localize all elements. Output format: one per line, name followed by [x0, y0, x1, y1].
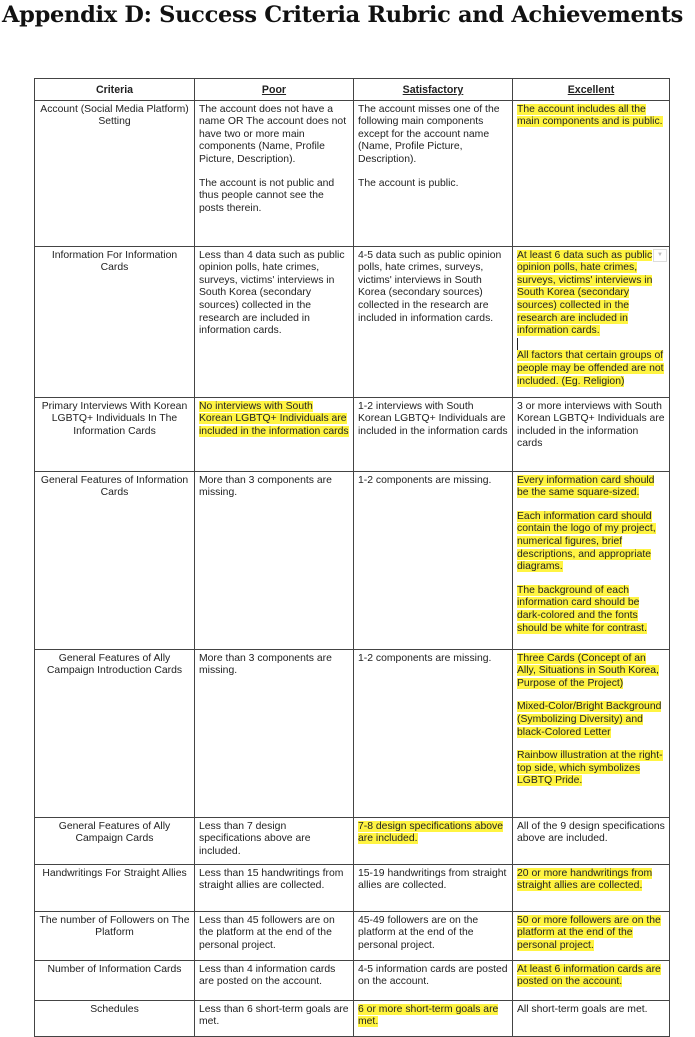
criteria-cell [35, 246, 195, 397]
satisfactory-cell [354, 864, 513, 911]
poor-cell [195, 100, 354, 246]
table-row [35, 471, 670, 649]
criteria-label: Handwritings For Straight Allies [42, 867, 187, 879]
criterion-text: Less than 4 information cards are posted on the account. [199, 963, 336, 988]
satisfactory-description [358, 475, 508, 488]
criterion-text: 1-2 interviews with South Korean LGBTQ+ Individuals are included in the information cards [358, 400, 508, 437]
table-row [35, 817, 670, 864]
table-row [35, 397, 670, 471]
header-excellent [513, 79, 670, 101]
excellent-cell [513, 911, 670, 960]
excellent-cell [513, 471, 670, 649]
criteria-cell [35, 960, 195, 1000]
criterion-text: Less than 15 handwritings from straight allies are collected. [199, 867, 344, 892]
poor-cell [195, 864, 354, 911]
achieved-text: Rainbow illustration at the right-top side, which symbolizes LGBTQ Pride. [517, 750, 663, 787]
header-row [35, 79, 670, 101]
excellent-description [517, 750, 665, 788]
achieved-text: 20 or more handwritings from straight allies are collected. [517, 867, 653, 892]
criteria-cell [35, 864, 195, 911]
criteria-label: General Features of Information Cards [40, 474, 189, 499]
poor-description [199, 401, 349, 439]
criterion-text: More than 3 components are missing. [199, 652, 332, 677]
excellent-description [517, 401, 665, 451]
poor-description [199, 821, 349, 859]
achieved-text: Three Cards (Concept of an Ally, Situations in South Korea, Purpose of the Project) [517, 652, 659, 689]
poor-description [199, 653, 349, 678]
excellent-description [517, 475, 665, 500]
criterion-text: The account does not have a name OR The account does not have two or more main components (Name, Profile Picture, Description). [199, 103, 347, 165]
excellent-cell [513, 960, 670, 1000]
criteria-label: General Features of Ally Campaign Introduction Cards [46, 652, 183, 677]
satisfactory-cell [354, 100, 513, 246]
achieved-text: 50 or more followers are on the platform at the end of the personal project. [517, 914, 661, 951]
satisfactory-description [358, 1004, 508, 1029]
achieved-text: All factors that certain groups of people may be offended are not included. (Eg. Religion) [517, 350, 664, 387]
achieved-text: Each information card should contain the logo of my project, numerical figures, brief descriptions, and appropriate diagrams. [517, 510, 656, 573]
poor-cell [195, 397, 354, 471]
excellent-cell [513, 864, 670, 911]
header-excellent-label: Excellent [567, 84, 615, 96]
satisfactory-cell [354, 246, 513, 397]
rubric-table [34, 78, 670, 1037]
criteria-cell [35, 471, 195, 649]
excellent-cell [513, 397, 670, 471]
satisfactory-description [358, 821, 508, 846]
poor-description [199, 104, 349, 167]
table-row [35, 911, 670, 960]
poor-cell [195, 960, 354, 1000]
criteria-label: General Features of Ally Campaign Cards [58, 820, 171, 845]
excellent-description [517, 653, 665, 691]
satisfactory-cell [354, 649, 513, 817]
excellent-cell [513, 246, 670, 397]
criteria-cell [35, 1000, 195, 1036]
text-cursor [517, 338, 518, 350]
criterion-text: Less than 4 data such as public opinion polls, hate crimes, surveys, victims' interviews in South Korea (secondary sources) collected in the research are included in information cards. [199, 249, 345, 337]
poor-cell [195, 817, 354, 864]
satisfactory-cell [354, 471, 513, 649]
excellent-description [517, 915, 665, 953]
header-satisfactory-label: Satisfactory [402, 84, 464, 96]
criterion-text: 45-49 followers are on the platform at the end of the personal project. [358, 914, 479, 951]
comment-dropdown-icon[interactable]: ▼ [653, 249, 667, 262]
criterion-text: The account misses one of the following main components except for the account name (Name, Profile Picture, Description). [358, 103, 500, 165]
satisfactory-description [358, 653, 508, 666]
excellent-cell [513, 649, 670, 817]
excellent-description [517, 1004, 665, 1017]
table-row [35, 100, 670, 246]
poor-description [199, 868, 349, 893]
excellent-cell [513, 817, 670, 864]
criterion-text: The account is public. [358, 177, 459, 189]
criteria-cell [35, 100, 195, 246]
header-satisfactory [354, 79, 513, 101]
table-row [35, 960, 670, 1000]
criterion-text: Less than 7 design specifications above are included. [199, 820, 311, 857]
table-row [35, 864, 670, 911]
satisfactory-description [358, 964, 508, 989]
excellent-description [517, 821, 665, 846]
satisfactory-cell [354, 960, 513, 1000]
satisfactory-description [358, 178, 508, 191]
criterion-text: Less than 6 short-term goals are met. [199, 1003, 349, 1028]
achieved-text: No interviews with South Korean LGBTQ+ Individuals are included in the information cards [199, 400, 349, 437]
criterion-text: 4-5 data such as public opinion polls, hate crimes, surveys, victims' interviews in South Korea (secondary sources) collected in the research are included in information cards. [358, 249, 502, 324]
criterion-text: 4-5 information cards are posted on the account. [358, 963, 508, 988]
satisfactory-cell [354, 817, 513, 864]
criterion-text: 3 or more interviews with South Korean LGBTQ+ Individuals are included in the information cards [517, 400, 665, 450]
achieved-text: Every information card should be the same square-sized. [517, 474, 655, 499]
table-row [35, 246, 670, 397]
criterion-text: 1-2 components are missing. [358, 474, 492, 486]
criteria-cell [35, 911, 195, 960]
criteria-cell [35, 649, 195, 817]
satisfactory-description [358, 401, 508, 439]
criteria-cell [35, 817, 195, 864]
header-poor-label: Poor [261, 84, 287, 96]
poor-description [199, 964, 349, 989]
poor-cell [195, 471, 354, 649]
satisfactory-cell [354, 911, 513, 960]
achieved-text: 6 or more short-term goals are met. [358, 1003, 499, 1028]
satisfactory-cell [354, 397, 513, 471]
table-row [35, 1000, 670, 1036]
criteria-label: Primary Interviews With Korean LGBTQ+ Individuals In The Information Cards [41, 400, 188, 437]
criteria-label: The number of Followers on The Platform [39, 914, 190, 939]
criterion-text: 15-19 handwritings from straight allies are collected. [358, 867, 507, 892]
criteria-label: Schedules [90, 1003, 139, 1015]
criterion-text: 1-2 components are missing. [358, 652, 492, 664]
excellent-description [517, 350, 665, 388]
criteria-label: Number of Information Cards [47, 963, 182, 975]
poor-description [199, 1004, 349, 1029]
poor-cell [195, 911, 354, 960]
achieved-text: 7-8 design specifications above are included. [358, 820, 503, 845]
excellent-description [517, 104, 665, 129]
excellent-description [517, 701, 665, 739]
poor-cell [195, 246, 354, 397]
satisfactory-description [358, 104, 508, 167]
criteria-cell [35, 397, 195, 471]
header-criteria [35, 79, 195, 101]
poor-cell [195, 1000, 354, 1036]
criterion-text: Less than 45 followers are on the platform at the end of the personal project. [199, 914, 335, 951]
satisfactory-description [358, 250, 508, 326]
achieved-text: At least 6 information cards are posted on the account. [517, 963, 661, 988]
table-row [35, 649, 670, 817]
excellent-description [517, 511, 665, 574]
excellent-description [517, 868, 665, 893]
achieved-text: The account includes all the main components and is public. [517, 103, 663, 128]
document-title: Appendix D: Success Criteria Rubric and Achievements [2, 2, 684, 28]
criterion-text: All short-term goals are met. [517, 1003, 648, 1015]
poor-description [199, 475, 349, 500]
poor-cell [195, 649, 354, 817]
achieved-text: At least 6 data such as public opinion polls, hate crimes, surveys, victims' interviews in South Korea (secondary sources) collected in the research are included in information cards. [517, 249, 653, 337]
excellent-description [517, 250, 665, 338]
poor-description [199, 250, 349, 338]
excellent-description [517, 585, 665, 635]
achieved-text: Mixed-Color/Bright Background (Symbolizing Diversity) and black-Colored Letter [517, 701, 662, 738]
criteria-label: Account (Social Media Platform) Setting [40, 103, 189, 128]
header-criteria-label: Criteria [95, 84, 134, 96]
satisfactory-cell [354, 1000, 513, 1036]
criterion-text: The account is not public and thus people cannot see the posts therein. [199, 177, 335, 214]
poor-description [199, 178, 349, 216]
excellent-cell [513, 1000, 670, 1036]
criteria-label: Information For Information Cards [51, 249, 178, 274]
criterion-text: All of the 9 design specifications above are included. [517, 820, 665, 845]
header-poor [195, 79, 354, 101]
excellent-description [517, 964, 665, 989]
criterion-text: More than 3 components are missing. [199, 474, 332, 499]
satisfactory-description [358, 868, 508, 893]
rubric-body [35, 100, 670, 1036]
excellent-cell [513, 100, 670, 246]
poor-description [199, 915, 349, 953]
achieved-text: The background of each information card should be dark-colored and the fonts should be white for contrast. [517, 584, 647, 634]
satisfactory-description [358, 915, 508, 953]
